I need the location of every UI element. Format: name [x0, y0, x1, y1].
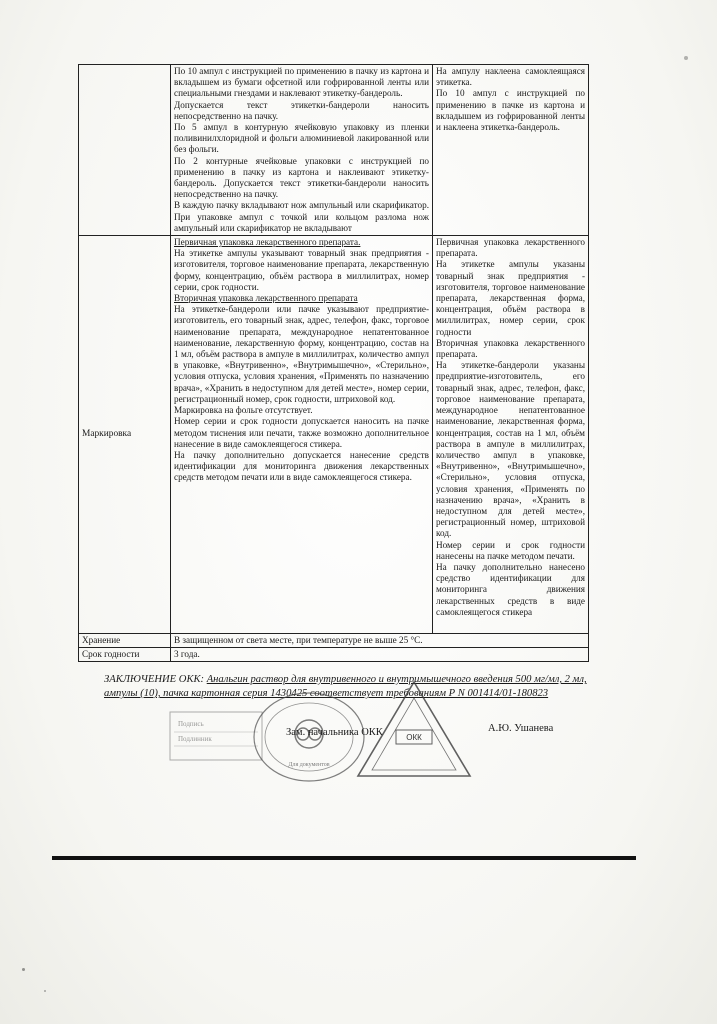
storage-cell: В защищенном от света месте, при температуре не выше 25 °С.: [171, 634, 589, 648]
cell-paragraph: Номер серии и срок годности допускается наносить на пачке методом тиснения или печати, также возможно дополнительное нанесение в виде самоклеящегося стикера.: [174, 416, 429, 449]
round-stamp-text: Для документов: [288, 762, 330, 768]
conclusion-lead: ЗАКЛЮЧЕНИЕ ОКК:: [104, 674, 205, 685]
triangle-stamp-text: ОКК: [406, 733, 422, 742]
scan-speck: [22, 968, 25, 971]
cell-paragraph: По 10 ампул с инструкцией по применению в пачку из картона и вкладышем из бумаги офсетной или гофрированной ленты или специальными гнездами и наклевают этикетку-бандероль.: [174, 66, 429, 99]
cell-paragraph: В каждую пачку вкладывают нож ампульный или скарификатор. При упаковке ампул с точкой или кольцом разлома нож ампульный или скарификатор не вкладывают: [174, 200, 429, 233]
actual-cell: [433, 65, 589, 236]
proposed-cell: [171, 65, 433, 236]
row-label: [79, 65, 171, 236]
cell-paragraph: По 10 ампул с инструкцией по применению в пачке из картона и вкладышем из гофрированной ленты и наклеена этикетка-бандероль.: [436, 88, 585, 133]
row-label: Срок годности: [79, 648, 171, 662]
cell-paragraph: Маркировка на фольге отсутствует.: [174, 405, 313, 416]
signature-position: Зам. начальника ОКК: [286, 727, 383, 738]
cell-paragraph: На этикетке-бандероли или пачке указывают предприятие-изготовитель, его товарный знак, адрес, телефон, факс, торговое наименование препарата, международное непатентованное наименование, лекарственную форму, концентрацию, состав на 1 мл, объём раствора в ампуле в миллилитрах, количество ампул в упаковке, «Внутривенно», «Внутримышечно», «Стерильно», условия отпуска, условия хранения, «Применять по назначению врача», «Хранить в недоступном для детей месте», номер серии, регистрационный номер, срок годности, штриховой код.: [174, 304, 429, 404]
cell-paragraph: Допускается текст этикетки-бандероли наносить непосредственно на пачку.: [174, 99, 429, 121]
section-heading: Первичная упаковка лекарственного препарата.: [436, 237, 585, 259]
row-label: Хранение: [79, 634, 171, 648]
scan-speck: [684, 56, 688, 60]
cell-paragraph: На этикетке ампулы указывают товарный знак предприятия - изготовителя, торговое наименование препарата, лекарственную форму, концентрацию, объём раствора в миллилитрах, номер серии, срок годности.: [174, 248, 429, 292]
table-row: [79, 65, 589, 236]
section-heading: Вторичная упаковка лекарственного препарата.: [436, 337, 585, 360]
cell-paragraph: На ампулу наклеена самоклеящаяся этикетка.: [436, 66, 585, 88]
table-row: [79, 648, 589, 662]
actual-cell: [433, 236, 589, 634]
shelf-life-cell: 3 года.: [171, 648, 589, 662]
cell-paragraph: На пачку дополнительно допускается нанесение средств идентификации для мониторинга движения лекарственных средств методом печати или в виде самоклеящегося стикера.: [174, 449, 429, 483]
cell-paragraph: Номер серии и срок годности нанесены на пачке методом печати.: [436, 539, 585, 561]
cell-paragraph: На пачку дополнительно нанесено средство идентификации для мониторинга движения лекарственных средств в виде самоклеящегося стикера: [436, 561, 585, 617]
stamp-rect-line1: Подпись: [178, 720, 204, 728]
conclusion-text: Анальгин раствор для внутривенного и внутримышечного введения 500 мг/мл, 2 мл, ампулы (10), пачка картонная серия 1430425 соответствует требованиям Р N 001414/01-180823: [104, 674, 587, 699]
table-row: [79, 634, 589, 648]
cell-paragraph: По 2 контурные ячейковые упаковки с инструкцией по применению в пачку из картона и наклеивают этикетку-бандероль. Допускается текст этикетки-бандероли наносить непосредственно на пачку.: [174, 155, 429, 200]
bottom-divider: [52, 856, 636, 860]
signature-name: А.Ю. Ушанева: [488, 723, 554, 734]
section-heading: Первичная упаковка лекарственного препарата.: [174, 237, 361, 248]
specification-table: [78, 64, 589, 662]
cell-paragraph: На этикетке ампулы указаны товарный знак предприятия - изготовителя, торговое наименование препарата, лекарственная форма, концентрация, объём раствора в миллилитрах, номер серии, срок годности: [436, 259, 585, 337]
table-row: [79, 236, 589, 634]
scan-speck: [44, 990, 46, 992]
cell-paragraph: По 5 ампул в контурную ячейковую упаковку из пленки поливинилхлоридной и фольги алюминиевой лакированной или без фольги.: [174, 122, 429, 155]
section-heading: Вторичная упаковка лекарственного препарата: [174, 293, 358, 304]
stamp-rect-line2: Подлинник: [178, 735, 212, 743]
proposed-cell: [171, 236, 433, 634]
cell-paragraph: На этикетке-бандероли указаны предприятие-изготовитель, его товарный знак, адрес, телефон, факс, торговое наименование препарата, международное непатентованное наименование, лекарственная форма, концентрация, состав на 1 мл, объём раствора в ампуле в миллилитрах, количество ампул в упаковке, «Внутривенно», «Внутримышечно», «Стерильно», условия отпуска, условия хранения, «Применять по назначению врача», «Хранить в недоступном для детей месте», регистрационный номер, штриховой код.: [436, 360, 585, 539]
row-label: Маркировка: [79, 236, 171, 634]
